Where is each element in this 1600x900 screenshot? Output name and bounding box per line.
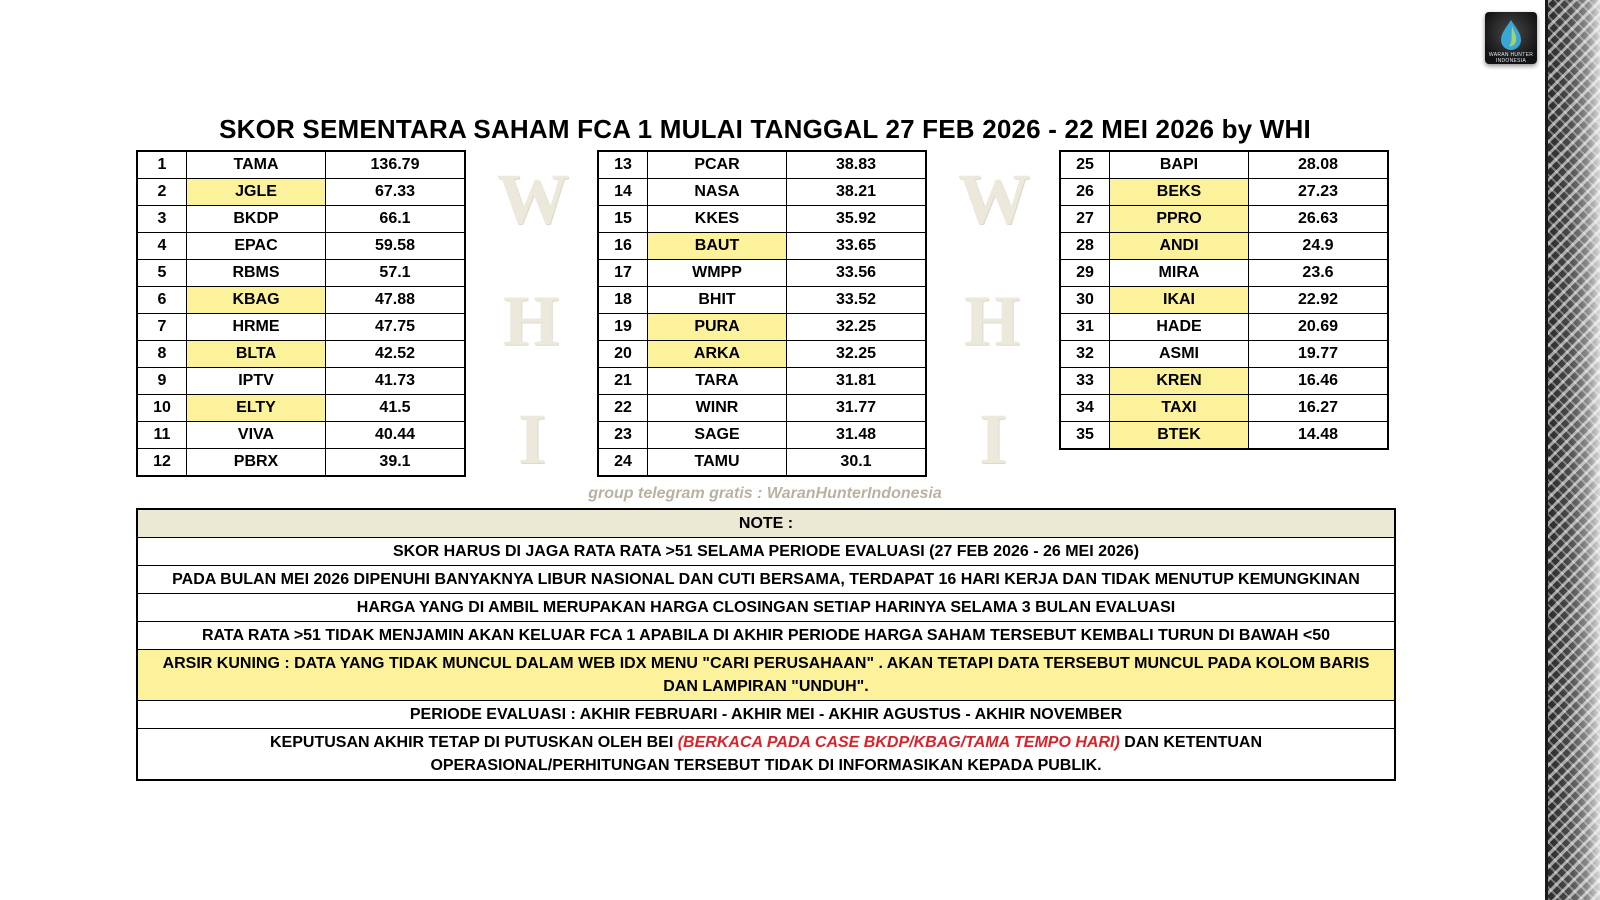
score-table-1 bbox=[136, 150, 466, 477]
score-row bbox=[137, 287, 465, 314]
score-cell: 66.1 bbox=[326, 206, 466, 233]
score-cell: 57.1 bbox=[326, 260, 466, 287]
score-cell: 23.6 bbox=[1249, 260, 1389, 287]
score-row bbox=[1060, 368, 1388, 395]
watermark-letter: W bbox=[958, 159, 1030, 239]
rank-cell: 1 bbox=[137, 151, 187, 179]
rank-cell: 26 bbox=[1060, 179, 1110, 206]
score-row bbox=[1060, 395, 1388, 422]
ticker-cell: NASA bbox=[648, 179, 787, 206]
ticker-cell: IKAI bbox=[1110, 287, 1249, 314]
ticker-cell: VIVA bbox=[187, 422, 326, 449]
score-cell: 26.63 bbox=[1249, 206, 1389, 233]
watermark-letter: W bbox=[497, 159, 569, 239]
score-cell: 41.5 bbox=[326, 395, 466, 422]
ticker-cell: BTEK bbox=[1110, 422, 1249, 450]
score-cell: 40.44 bbox=[326, 422, 466, 449]
score-row bbox=[1060, 422, 1388, 450]
rank-cell: 30 bbox=[1060, 287, 1110, 314]
notes-table bbox=[136, 508, 1396, 781]
score-row bbox=[137, 179, 465, 206]
ticker-cell: KKES bbox=[648, 206, 787, 233]
score-cell: 20.69 bbox=[1249, 314, 1389, 341]
score-cell: 59.58 bbox=[326, 233, 466, 260]
score-row bbox=[1060, 179, 1388, 206]
score-cell: 32.25 bbox=[787, 341, 927, 368]
score-row bbox=[1060, 287, 1388, 314]
note-line-5-highlight: ARSIR KUNING : DATA YANG TIDAK MUNCUL DALAM WEB IDX MENU "CARI PERUSAHAAN" . AKAN TETAPI DATA TERSEBUT MUNCUL PADA KOLOM BARIS DAN LAMPIRAN "UNDUH". bbox=[137, 650, 1395, 701]
ticker-cell: ELTY bbox=[187, 395, 326, 422]
rank-cell: 4 bbox=[137, 233, 187, 260]
ticker-cell: BKDP bbox=[187, 206, 326, 233]
whi-logo bbox=[1485, 12, 1537, 64]
ticker-cell: BAPI bbox=[1110, 151, 1249, 179]
ticker-cell: PURA bbox=[648, 314, 787, 341]
score-row bbox=[137, 206, 465, 233]
page-title: SKOR SEMENTARA SAHAM FCA 1 MULAI TANGGAL 27 FEB 2026 - 22 MEI 2026 by WHI bbox=[219, 114, 1311, 144]
ticker-cell: TAXI bbox=[1110, 395, 1249, 422]
score-cell: 31.77 bbox=[787, 395, 927, 422]
ticker-cell: KREN bbox=[1110, 368, 1249, 395]
rank-cell: 15 bbox=[598, 206, 648, 233]
rank-cell: 24 bbox=[598, 449, 648, 477]
ticker-cell: IPTV bbox=[187, 368, 326, 395]
score-row bbox=[137, 151, 465, 179]
rank-cell: 2 bbox=[137, 179, 187, 206]
ticker-cell: TAMA bbox=[187, 151, 326, 179]
score-cell: 16.46 bbox=[1249, 368, 1389, 395]
rank-cell: 35 bbox=[1060, 422, 1110, 450]
score-row bbox=[1060, 151, 1388, 179]
rank-cell: 8 bbox=[137, 341, 187, 368]
ticker-cell: ARKA bbox=[648, 341, 787, 368]
score-cell: 33.56 bbox=[787, 260, 927, 287]
ticker-cell: TAMU bbox=[648, 449, 787, 477]
score-cell: 47.88 bbox=[326, 287, 466, 314]
note-row bbox=[137, 650, 1395, 701]
score-row bbox=[1060, 341, 1388, 368]
ticker-cell: BAUT bbox=[648, 233, 787, 260]
score-row bbox=[598, 368, 926, 395]
note-row bbox=[137, 538, 1395, 566]
rank-cell: 28 bbox=[1060, 233, 1110, 260]
ticker-cell: PBRX bbox=[187, 449, 326, 477]
score-row bbox=[598, 233, 926, 260]
score-cell: 33.52 bbox=[787, 287, 927, 314]
rank-cell: 25 bbox=[1060, 151, 1110, 179]
note-row bbox=[137, 701, 1395, 729]
rank-cell: 32 bbox=[1060, 341, 1110, 368]
rank-cell: 18 bbox=[598, 287, 648, 314]
score-cell: 67.33 bbox=[326, 179, 466, 206]
note-line-7-red-text: (BERKACA PADA CASE BKDP/KBAG/TAMA TEMPO HARI) bbox=[677, 734, 1120, 751]
score-row bbox=[598, 287, 926, 314]
score-row bbox=[1060, 260, 1388, 287]
score-cell: 22.92 bbox=[1249, 287, 1389, 314]
score-row bbox=[598, 151, 926, 179]
notes-header: NOTE : bbox=[137, 509, 1395, 538]
ticker-cell: EPAC bbox=[187, 233, 326, 260]
note-line-7 bbox=[137, 729, 1395, 781]
note-line-4: RATA RATA >51 TIDAK MENJAMIN AKAN KELUAR FCA 1 APABILA DI AKHIR PERIODE HARGA SAHAM TERSEBUT KEMBALI TURUN DI BAWAH <50 bbox=[137, 622, 1395, 650]
score-table-3 bbox=[1059, 150, 1389, 450]
rank-cell: 10 bbox=[137, 395, 187, 422]
rank-cell: 31 bbox=[1060, 314, 1110, 341]
ticker-cell: MIRA bbox=[1110, 260, 1249, 287]
rank-cell: 22 bbox=[598, 395, 648, 422]
note-row bbox=[137, 594, 1395, 622]
logo-caption: WARAN HUNTER INDONESIA bbox=[1488, 52, 1534, 64]
score-table-2 bbox=[597, 150, 927, 477]
score-row bbox=[598, 341, 926, 368]
score-row bbox=[137, 260, 465, 287]
ticker-cell: TARA bbox=[648, 368, 787, 395]
ticker-cell: WMPP bbox=[648, 260, 787, 287]
score-cell: 16.27 bbox=[1249, 395, 1389, 422]
score-row bbox=[598, 422, 926, 449]
notes-header-row bbox=[137, 509, 1395, 538]
watermark-letter: H bbox=[964, 281, 1021, 361]
drop-flame-icon bbox=[1495, 18, 1527, 52]
score-row bbox=[1060, 206, 1388, 233]
score-cell: 39.1 bbox=[326, 449, 466, 477]
ticker-cell: PCAR bbox=[648, 151, 787, 179]
watermark-letter: I bbox=[979, 399, 1008, 479]
rank-cell: 17 bbox=[598, 260, 648, 287]
ticker-cell: RBMS bbox=[187, 260, 326, 287]
score-cell: 31.81 bbox=[787, 368, 927, 395]
rank-cell: 16 bbox=[598, 233, 648, 260]
note-line-3: HARGA YANG DI AMBIL MERUPAKAN HARGA CLOSINGAN SETIAP HARINYA SELAMA 3 BULAN EVALUASI bbox=[137, 594, 1395, 622]
rank-cell: 29 bbox=[1060, 260, 1110, 287]
rank-cell: 6 bbox=[137, 287, 187, 314]
telegram-group-text: group telegram gratis : WaranHunterIndonesia bbox=[588, 485, 942, 502]
score-row bbox=[137, 341, 465, 368]
decorative-side-strip bbox=[1548, 0, 1600, 900]
note-row bbox=[137, 566, 1395, 594]
score-cell: 31.48 bbox=[787, 422, 927, 449]
rank-cell: 34 bbox=[1060, 395, 1110, 422]
rank-cell: 21 bbox=[598, 368, 648, 395]
score-cell: 32.25 bbox=[787, 314, 927, 341]
score-cell: 19.77 bbox=[1249, 341, 1389, 368]
score-cell: 42.52 bbox=[326, 341, 466, 368]
rank-cell: 9 bbox=[137, 368, 187, 395]
score-row bbox=[137, 314, 465, 341]
ticker-cell: PPRO bbox=[1110, 206, 1249, 233]
ticker-cell: WINR bbox=[648, 395, 787, 422]
score-cell: 38.83 bbox=[787, 151, 927, 179]
note-line-7-text-b: DAN KETENTUAN OPERASIONAL/PERHITUNGAN TERSEBUT TIDAK DI INFORMASIKAN KEPADA PUBLIK. bbox=[430, 734, 1262, 774]
score-row bbox=[137, 449, 465, 477]
score-cell: 35.92 bbox=[787, 206, 927, 233]
rank-cell: 23 bbox=[598, 422, 648, 449]
watermark-letter: I bbox=[518, 399, 547, 479]
score-row bbox=[137, 233, 465, 260]
rank-cell: 27 bbox=[1060, 206, 1110, 233]
note-row bbox=[137, 622, 1395, 650]
score-cell: 47.75 bbox=[326, 314, 466, 341]
ticker-cell: JGLE bbox=[187, 179, 326, 206]
ticker-cell: BHIT bbox=[648, 287, 787, 314]
score-cell: 136.79 bbox=[326, 151, 466, 179]
rank-cell: 19 bbox=[598, 314, 648, 341]
watermark-letter: H bbox=[503, 281, 560, 361]
score-row bbox=[598, 206, 926, 233]
score-row bbox=[137, 395, 465, 422]
score-cell: 27.23 bbox=[1249, 179, 1389, 206]
score-row bbox=[137, 422, 465, 449]
rank-cell: 33 bbox=[1060, 368, 1110, 395]
score-row bbox=[598, 260, 926, 287]
rank-cell: 11 bbox=[137, 422, 187, 449]
score-cell: 30.1 bbox=[787, 449, 927, 477]
ticker-cell: HRME bbox=[187, 314, 326, 341]
ticker-cell: BLTA bbox=[187, 341, 326, 368]
rank-cell: 12 bbox=[137, 449, 187, 477]
score-cell: 38.21 bbox=[787, 179, 927, 206]
score-row bbox=[137, 368, 465, 395]
score-cell: 41.73 bbox=[326, 368, 466, 395]
rank-cell: 3 bbox=[137, 206, 187, 233]
note-line-7-text-a: KEPUTUSAN AKHIR TETAP DI PUTUSKAN OLEH BEI bbox=[269, 734, 678, 751]
rank-cell: 7 bbox=[137, 314, 187, 341]
rank-cell: 5 bbox=[137, 260, 187, 287]
rank-cell: 20 bbox=[598, 341, 648, 368]
rank-cell: 13 bbox=[598, 151, 648, 179]
ticker-cell: SAGE bbox=[648, 422, 787, 449]
score-row bbox=[1060, 314, 1388, 341]
ticker-cell: BEKS bbox=[1110, 179, 1249, 206]
score-row bbox=[598, 449, 926, 477]
ticker-cell: KBAG bbox=[187, 287, 326, 314]
note-line-2: PADA BULAN MEI 2026 DIPENUHI BANYAKNYA LIBUR NASIONAL DAN CUTI BERSAMA, TERDAPAT 16 HARI KERJA DAN TIDAK MENUTUP KEMUNGKINAN bbox=[137, 566, 1395, 594]
note-row bbox=[137, 729, 1395, 781]
score-cell: 24.9 bbox=[1249, 233, 1389, 260]
note-line-1: SKOR HARUS DI JAGA RATA RATA >51 SELAMA PERIODE EVALUASI (27 FEB 2026 - 26 MEI 2026) bbox=[137, 538, 1395, 566]
rank-cell: 14 bbox=[598, 179, 648, 206]
note-line-6: PERIODE EVALUASI : AKHIR FEBRUARI - AKHIR MEI - AKHIR AGUSTUS - AKHIR NOVEMBER bbox=[137, 701, 1395, 729]
score-cell: 14.48 bbox=[1249, 422, 1389, 450]
ticker-cell: ANDI bbox=[1110, 233, 1249, 260]
ticker-cell: HADE bbox=[1110, 314, 1249, 341]
score-row bbox=[598, 314, 926, 341]
score-row bbox=[598, 395, 926, 422]
score-row bbox=[598, 179, 926, 206]
score-cell: 28.08 bbox=[1249, 151, 1389, 179]
ticker-cell: ASMI bbox=[1110, 341, 1249, 368]
score-cell: 33.65 bbox=[787, 233, 927, 260]
score-row bbox=[1060, 233, 1388, 260]
